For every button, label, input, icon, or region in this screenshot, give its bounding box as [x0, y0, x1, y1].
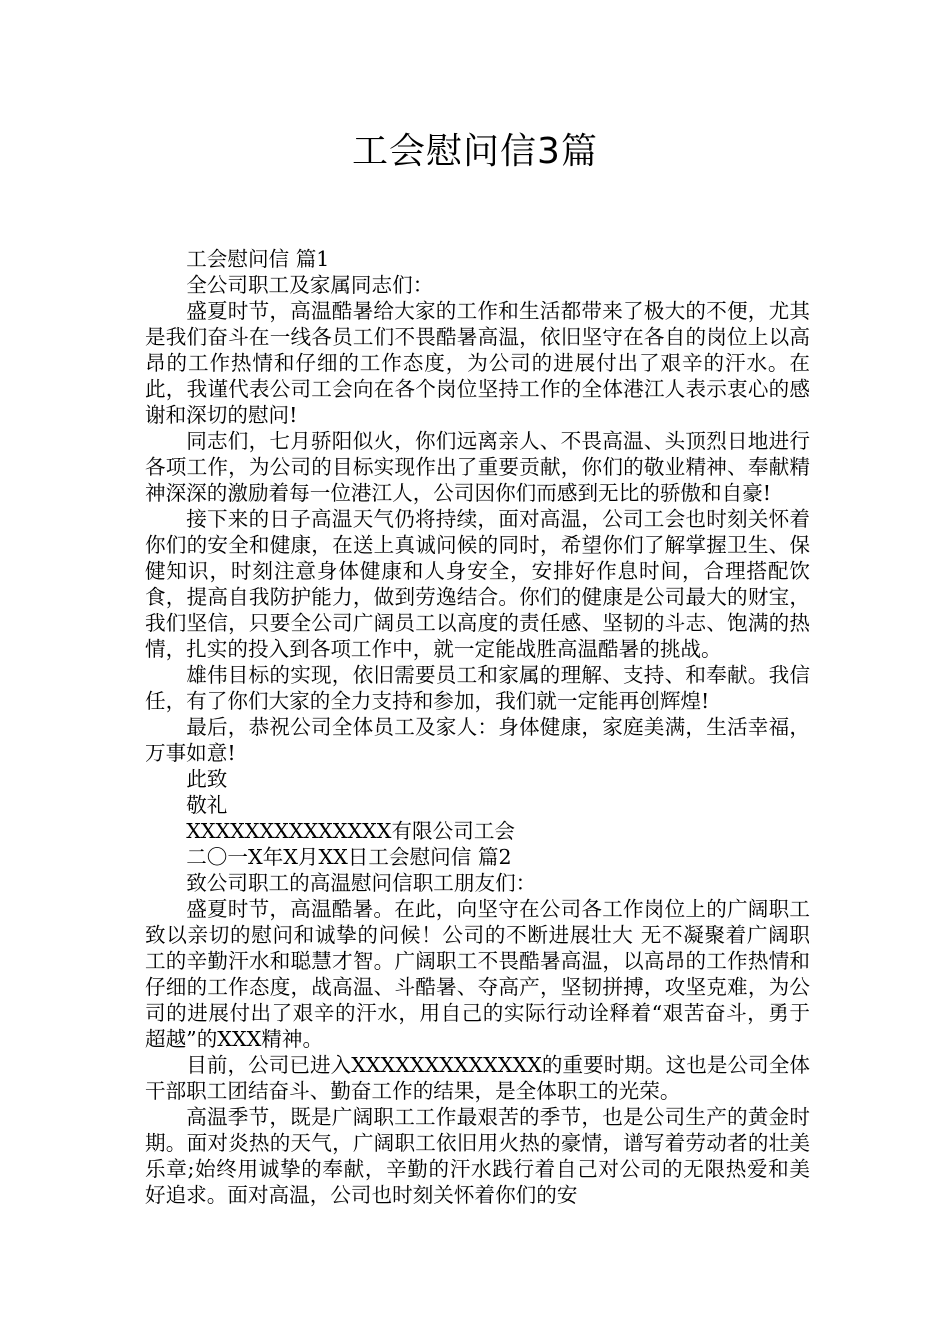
body-paragraph: 最后，恭祝公司全体员工及家人：身体健康，家庭美满，生活幸福，万事如意!	[145, 715, 810, 765]
body-line: 致公司职工的高温慰问信职工朋友们：	[186, 871, 537, 895]
body-paragraph: 同志们，七月骄阳似火，你们远离亲人、不畏高温、头顶烈日地进行各项工作，为公司的目标实现作出了重要贡献，你们的敬业精神、奉献精神深深的激励着每一位港江人，公司因你们而感到无比的骄傲和自豪!	[145, 429, 810, 505]
document-body	[145, 246, 810, 1208]
body-paragraph: 盛夏时节，高温酷暑给大家的工作和生活都带来了极大的不便，尤其是我们奋斗在一线各员工们不畏酷暑高温，依旧坚守在各自的岗位上以高昂的工作热情和仔细的工作态度，为公司的进展付出了艰辛的汗水。在此，我谨代表公司工会向在各个岗位坚持工作的全体港江人表示衷心的感谢和深切的慰问!	[145, 299, 810, 427]
body-line: 全公司职工及家属同志们：	[186, 273, 434, 297]
document-title: 工会慰问信3篇	[352, 131, 598, 172]
body-line: 工会慰问信 篇1	[186, 247, 330, 271]
body-line: 二〇一X年X月XX日工会慰问信 篇2	[186, 845, 512, 869]
body-line: 敬礼	[186, 793, 228, 817]
body-line: 此致	[186, 767, 228, 791]
body-paragraph: 盛夏时节，高温酷暑。在此，向坚守在公司各工作岗位上的广阔职工致以亲切的慰问和诚挚的问候！公司的不断进展壮大 无不凝聚着广阔职工的辛勤汗水和聪慧才智。广阔职工不畏酷暑高温，以高昂的工作热情和仔细的工作态度，战高温、斗酷暑、夺高产，坚韧拼搏，攻坚克难，为公司的进展付出了艰辛的汗水，用自己的实际行动诠释着“艰苦奋斗，勇于超越”的XXX精神。	[145, 897, 810, 1051]
body-paragraph: 雄伟目标的实现，依旧需要员工和家属的理解、支持、和奉献。我信任，有了你们大家的全力支持和参加，我们就一定能再创辉煌!	[145, 663, 810, 713]
body-paragraph: 目前，公司已进入XXXXXXXXXXXXX的重要时期。这也是公司全体干部职工团结奋斗、勤奋工作的结果，是全体职工的光荣。	[145, 1053, 810, 1103]
body-paragraph: 接下来的日子高温天气仍将持续，面对高温，公司工会也时刻关怀着你们的安全和健康，在送上真诚问候的同时，希望你们了解掌握卫生、保健知识，时刻注意身体健康和人身安全，安排好作息时间，合理搭配饮食，提高自我防护能力，做到劳逸结合。你们的健康是公司最大的财宝，我们坚信，只要全公司广阔员工以高度的责任感、坚韧的斗志、饱满的热情，扎实的投入到各项工作中，就一定能战胜高温酷暑的挑战。	[145, 507, 810, 661]
body-line: XXXXXXXXXXXXXX有限公司工会	[186, 819, 516, 843]
body-paragraph: 高温季节，既是广阔职工工作最艰苦的季节，也是公司生产的黄金时期。面对炎热的天气，广阔职工依旧用火热的豪情，谱写着劳动者的壮美乐章;始终用诚挚的奉献，辛勤的汗水践行着自己对公司的无限热爱和美好追求。面对高温，公司也时刻关怀着你们的安	[145, 1105, 810, 1207]
